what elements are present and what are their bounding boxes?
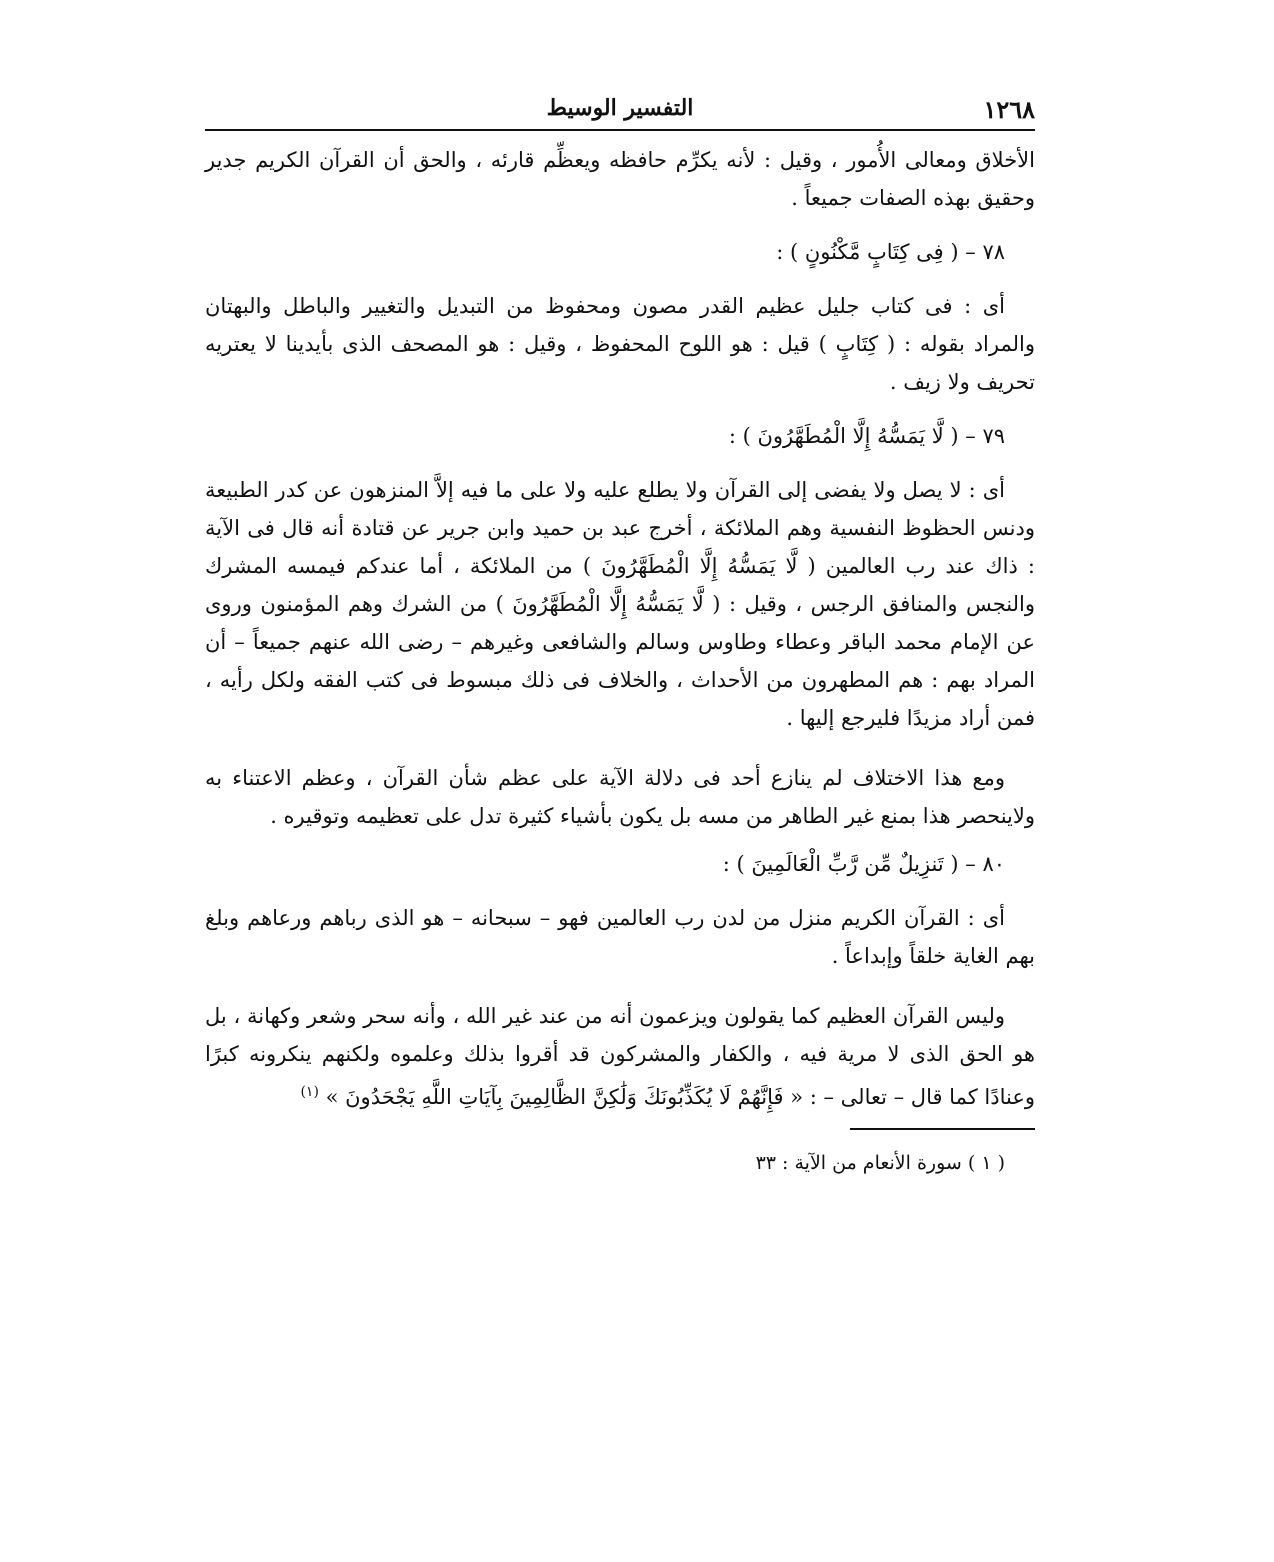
verse-heading-79: ٧٩ – ( لَّا يَمَسُّهُ إِلَّا الْمُطَهَّرُونَ ) : [728,424,1005,448]
paragraph-6-text: وليس القرآن العظيم كما يقولون ويزعمون أنه من عند غير الله ، وأنه سحر وشعر وكهانة ، بل هو الحق الذى لا مرية فيه ، والكفار والمشركون قد أقروا بذلك وعلموه ولكنهم ينكرونه كبرًا وعنادًا كما قال – تعالى – : « فَإِنَّهُمْ لَا يُكَذِّبُونَكَ وَلَٰكِنَّ الظَّالِمِينَ بِآيَاتِ اللَّهِ يَجْحَدُونَ » [205,1004,1035,1109]
header-rule [205,129,1035,131]
verse-heading-80: ٨٠ – ( تَنزِيلٌ مِّن رَّبِّ الْعَالَمِينَ ) : [722,852,1005,876]
paragraph-5: أى : القرآن الكريم منزل من لدن رب العالمين فهو – سبحانه – هو الذى رباهم ورعاهم وبلغ بهم الغاية خلقاً وإبداعاً . [205,906,1035,968]
verse-heading-78: ٧٨ – ( فِى كِتَابٍ مَّكْنُونٍ ) : [776,240,1005,264]
paragraph-3: أى : لا يصل ولا يفضى إلى القرآن ولا يطلع عليه ولا على ما فيه إلاَّ المنزهون عن كدر الطبيعة ودنس الحظوظ النفسية وهم الملائكة ، أخرج عبد بن حميد وابن جرير عن قتادة أنه قال فى الآية : ذاك عند رب العالمين ( لَّا يَمَسُّهُ إِلَّا الْمُطَهَّرُونَ ) من الملائكة ، أما عندكم فيمسه المشرك والنجس والمنافق الرجس ، وقيل : ( لَّا يَمَسُّهُ إِلَّا الْمُطَهَّرُونَ ) من الشرك وهم المؤمنون وروى عن الإمام محمد الباقر وعطاء وطاوس وسالم والشافعى وغيرهم – رضى الله عنهم جميعاً – أن المراد بهم : هم المطهرون من الأحداث ، والخلاف فى ذلك مبسوط فى كتب الفقه ولكل رأيه ، فمن أراد مزيدًا فليرجع إليها . [205,478,1036,730]
footnote: ( ١ ) سورة الأنعام من الآية : ٣٣ [755,1152,1005,1174]
page-number: ١٢٦٨ [983,95,1035,124]
book-page [205,95,1035,1178]
footnote-marker: (١) [300,1084,319,1100]
page-header [205,95,1035,129]
paragraph-4: ومع هذا الاختلاف لم ينازع أحد فى دلالة الآية على عظم شأن القرآن ، وعظم الاعتناء به ولاينحصر هذا بمنع غير الطاهر من مسه بل يكون بأشياء كثيرة تدل على تعظيمه وتوقيره . [205,766,1035,828]
paragraph-6 [205,997,1035,1116]
running-title: التفسير الوسيط [546,95,694,121]
footnote-rule [850,1128,1035,1130]
paragraph-2: أى : فى كتاب جليل عظيم القدر مصون ومحفوظ من التبديل والتغيير والباطل والبهتان والمراد بقوله : ( كِتَابٍ ) قيل : هو اللوح المحفوظ ، وقيل : هو المصحف الذى بأيدينا لا يعتريه تحريف ولا زيف . [205,294,1035,394]
paragraph-1: الأخلاق ومعالى الأُمور ، وقيل : لأنه يكرِّم حافظه ويعظِّم قارئه ، والحق أن القرآن الكريم جدير وحقيق بهذه الصفات جميعاً . [205,148,1035,210]
